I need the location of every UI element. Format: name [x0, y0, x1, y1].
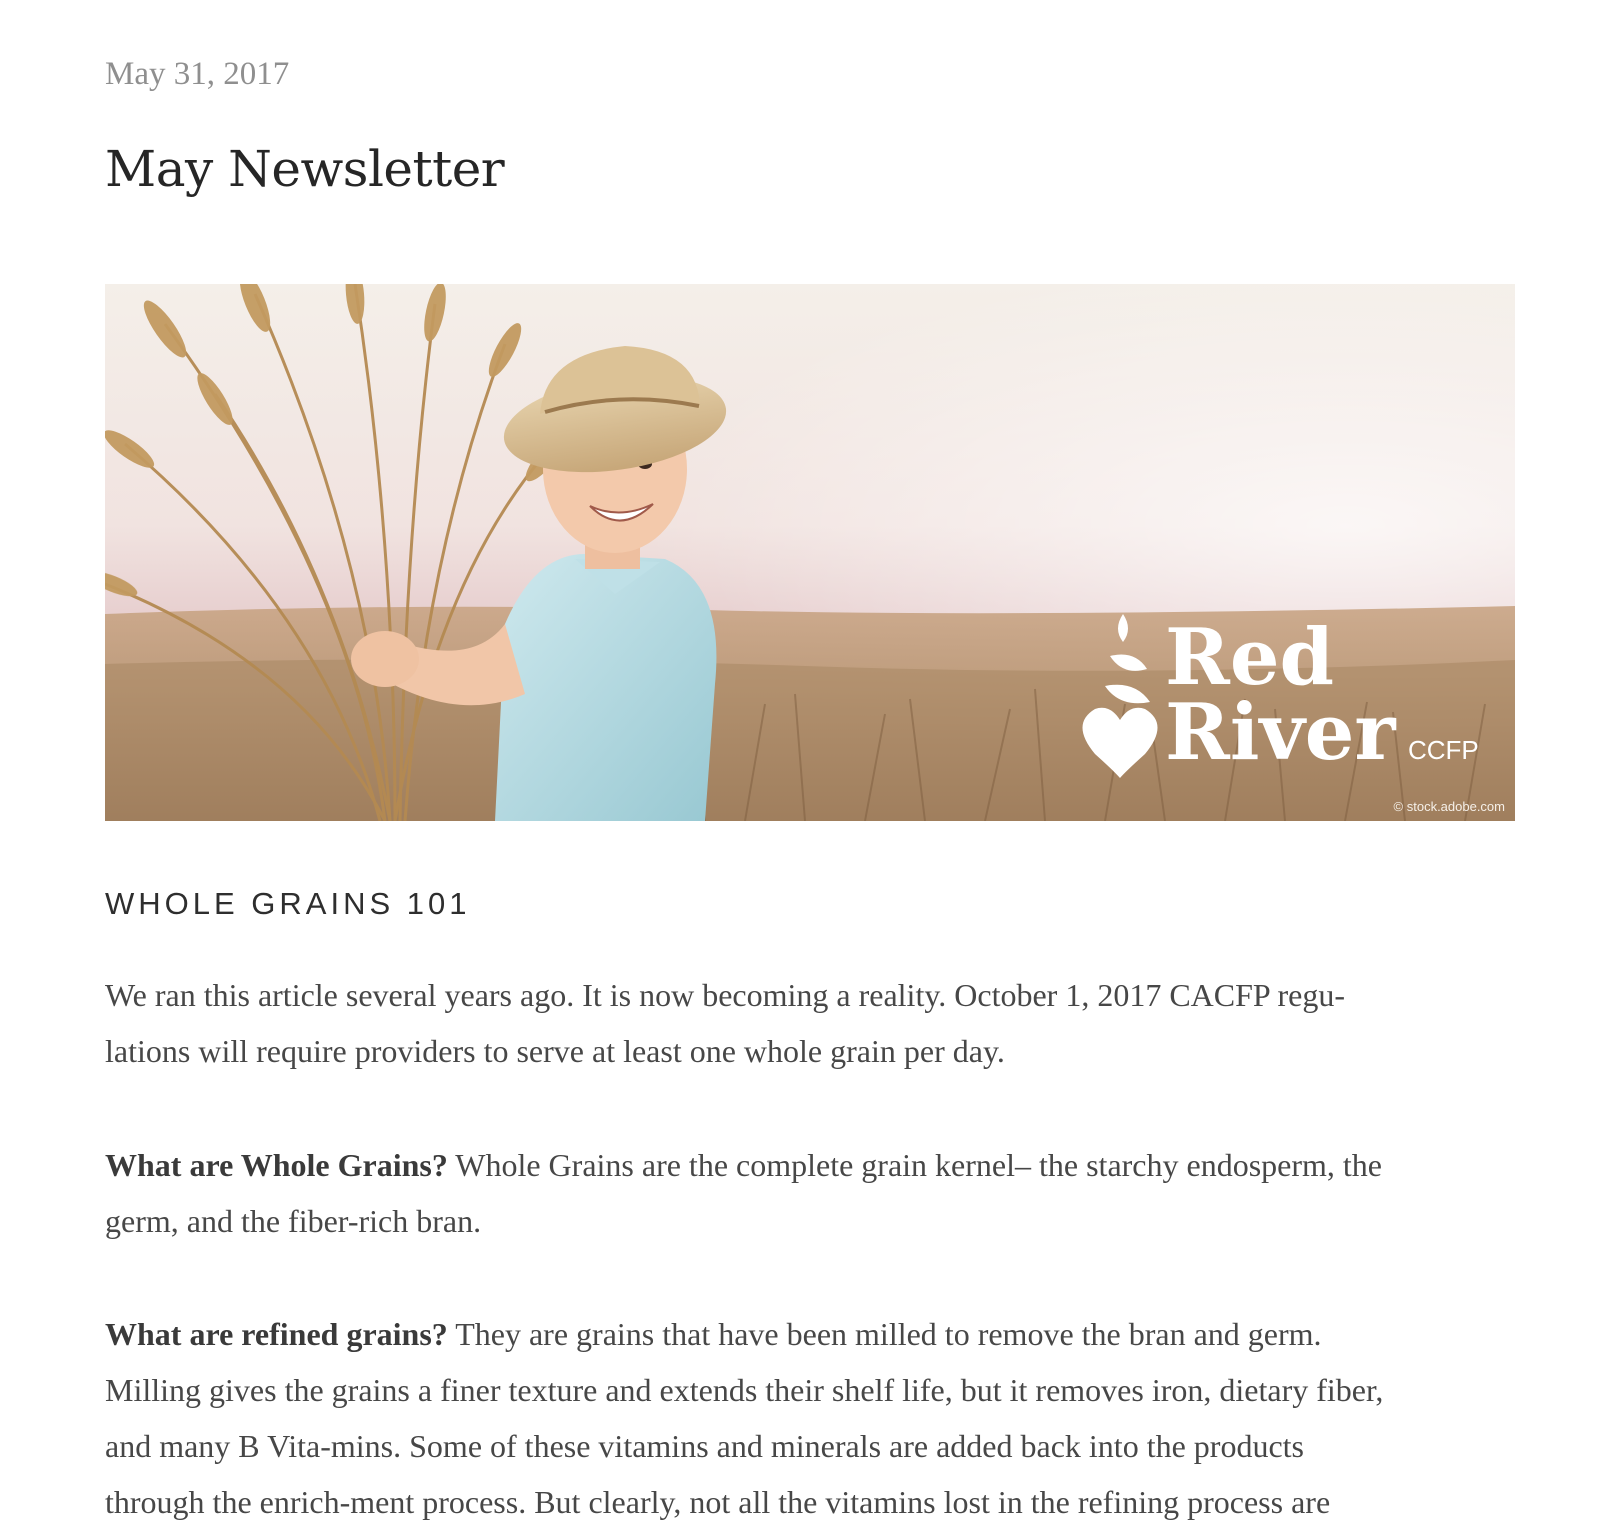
image-credit: © stock.adobe.com [1393, 799, 1505, 814]
paragraph-line: lations will require providers to serve at least one whole grain per day. [105, 1033, 1005, 1069]
hero-image [105, 284, 1515, 821]
logo-line2: River [1165, 687, 1396, 778]
paragraph-line: Milling gives the grains a finer texture and extends their shelf life, but it removes iron, dietary fiber, [105, 1372, 1384, 1408]
section-heading: WHOLE GRAINS 101 [105, 886, 471, 921]
paragraph-line: through the enrich-ment process. But clearly, not all the vitamins lost in the refining process are [105, 1484, 1331, 1520]
paragraph-line: and many B Vita-mins. Some of these vitamins and minerals are added back into the products [105, 1428, 1304, 1464]
paragraph-intro [105, 967, 1505, 1079]
paragraph-lead: What are Whole Grains? [105, 1147, 448, 1183]
logo-suffix: CCFP [1408, 735, 1479, 765]
paragraph-line: They are grains that have been milled to remove the bran and germ. [447, 1316, 1322, 1352]
paragraph-line: We ran this article several years ago. It is now becoming a reality. October 1, 2017 CACFP regu- [105, 977, 1346, 1013]
post-date: May 31, 2017 [105, 56, 290, 92]
paragraph-refined-grains [105, 1306, 1505, 1530]
paragraph-lead: What are refined grains? [105, 1316, 448, 1352]
paragraph-whole-grains [105, 1137, 1505, 1249]
post-title: May Newsletter [105, 140, 505, 198]
paragraph-line: Whole Grains are the complete grain kernel– the starchy endosperm, the [447, 1147, 1382, 1183]
paragraph-line: germ, and the fiber-rich bran. [105, 1203, 482, 1239]
logo-line1: Red [1165, 612, 1334, 703]
